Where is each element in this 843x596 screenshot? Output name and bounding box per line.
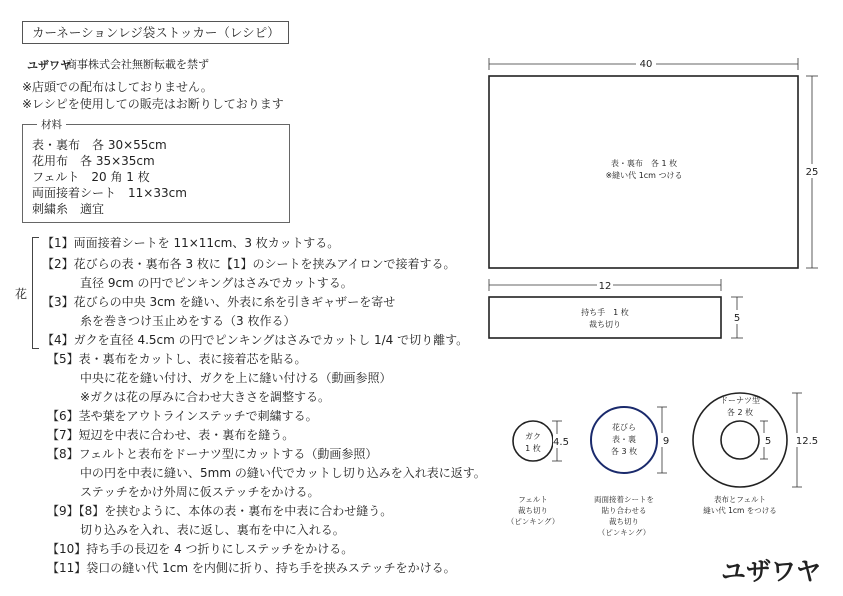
- step-line: 【7】短辺を中表に合わせ、表・裏布を縫う。: [47, 428, 295, 442]
- step-line: 【8】フェルトと表布をドーナツ型にカットする（動画参照）: [47, 447, 378, 461]
- main-panel: [489, 56, 823, 268]
- calyx-count: 1 枚: [525, 444, 541, 453]
- donut-name: ドーナツ型: [720, 396, 760, 405]
- material-item: 刺繍糸 適宜: [32, 202, 105, 216]
- step-line: 【5】表・裏布をカットし、表に接着芯を貼る。: [47, 352, 307, 366]
- note-sales: ※レシピを使用しての販売はお断りしております: [22, 97, 284, 111]
- step-line: 【6】茎や葉をアウトラインステッチで刺繍する。: [47, 409, 318, 423]
- step-line: 直径 9cm の円でピンキングはさみでカットする。: [80, 276, 353, 290]
- petal-caption: 裁ち切り: [609, 517, 639, 526]
- step-line: 【9】【8】を挟むように、本体の表・裏布を中表に合わせ縫う。: [47, 504, 393, 518]
- step-line: ※ガクは花の厚みに合わせ大きさを調整する。: [80, 390, 331, 404]
- calyx-caption: 裁ち切り: [518, 506, 548, 515]
- petal-caption: （ピンキング）: [597, 528, 651, 537]
- step-line: 【4】ガクを直径 4.5cm の円でピンキングはさみでカットし 1/4 で切り離す。: [42, 333, 469, 347]
- step-line: 【2】花びらの表・裏布各 3 枚に【1】のシートを挟みアイロンで接着する。: [42, 257, 456, 271]
- donut-caption: 縫い代 1cm をつける: [703, 506, 777, 515]
- calyx-circle: [513, 421, 553, 461]
- handle-piece: [489, 278, 745, 338]
- donut-caption: 表布とフェルト: [713, 495, 767, 504]
- height-label: 25: [805, 167, 819, 178]
- handle-height-label: 5: [733, 313, 741, 324]
- width-label: 40: [639, 59, 653, 70]
- handle-width-label: 12: [598, 281, 612, 292]
- recipe-title: カーネーションレジ袋ストッカー（レシピ）: [22, 21, 289, 44]
- step-line: 中の円を中表に縫い、5mm の縫い代でカットし切り込みを入れ表に返す。: [80, 466, 486, 480]
- step-line: 【3】花びらの中央 3cm を縫い、外表に糸を引きギャザーを寄せ: [42, 295, 396, 309]
- main-panel-seam-note: ※縫い代 1cm つける: [605, 171, 683, 180]
- materials-heading: 材料: [37, 117, 66, 132]
- step-line: ステッチをかけ外周に仮ステッチをかける。: [80, 485, 320, 499]
- material-item: 両面接着シート 11×33cm: [32, 186, 187, 200]
- note-distribution: ※店頭での配布はしておりません。: [22, 80, 213, 94]
- step-line: 【11】袋口の縫い代 1cm を内側に折り、持ち手を挟みステッチをかける。: [47, 561, 456, 575]
- petal-caption: 両面接着シートを: [594, 495, 654, 504]
- calyx-caption: フェルト: [518, 495, 548, 504]
- copyright-notice: 商事株式会社無断転載を禁ず: [66, 58, 209, 71]
- calyx-piece: [507, 421, 571, 526]
- petal-count: 各 3 枚: [610, 447, 638, 456]
- handle-count: 持ち手 1 枚: [581, 308, 629, 317]
- petal-sides: 表・裏: [612, 435, 636, 444]
- step-line: 切り込みを入れ、表に返し、裏布を中に入れる。: [80, 523, 345, 537]
- petal-caption: 貼り合わせる: [601, 506, 647, 515]
- material-item: フェルト 20 角 1 枚: [32, 170, 150, 184]
- material-item: 表・裏布 各 30×55cm: [32, 138, 167, 152]
- petal-name: 花びら: [612, 423, 636, 432]
- step-line: 中央に花を縫い付け、ガクを上に縫い付ける（動画参照）: [80, 371, 392, 385]
- flower-steps-label: 花: [15, 287, 28, 301]
- main-panel-count: 表・裏布 各 1 枚: [610, 159, 678, 168]
- calyx-caption: （ピンキング）: [506, 517, 560, 526]
- step-line: 【1】両面接着シートを 11×11cm、3 枚カットする。: [42, 236, 340, 250]
- step-line: 【10】持ち手の長辺を 4 つ折りにしステッチをかける。: [47, 542, 354, 556]
- donut-inner-circle: [721, 421, 759, 459]
- handle-cut-note: 裁ち切り: [589, 320, 621, 329]
- donut-inner-label: 5: [764, 436, 772, 447]
- handle-rect: [489, 297, 721, 338]
- brand-logo-text: ユザワヤ: [27, 59, 71, 72]
- calyx-name: ガク: [525, 432, 541, 441]
- donut-count: 各 2 枚: [726, 408, 754, 417]
- calyx-size-label: 4.5: [553, 437, 569, 448]
- petal-piece: [591, 407, 672, 537]
- petal-size-label: 9: [662, 436, 670, 447]
- brand-logo-large: ユザワヤ: [720, 557, 822, 586]
- material-item: 花用布 各 35×35cm: [32, 154, 155, 168]
- step-line: 糸を巻きつけ玉止めをする（3 枚作る）: [80, 314, 296, 328]
- donut-outer-label: 12.5: [795, 436, 819, 447]
- donut-piece: [693, 393, 821, 515]
